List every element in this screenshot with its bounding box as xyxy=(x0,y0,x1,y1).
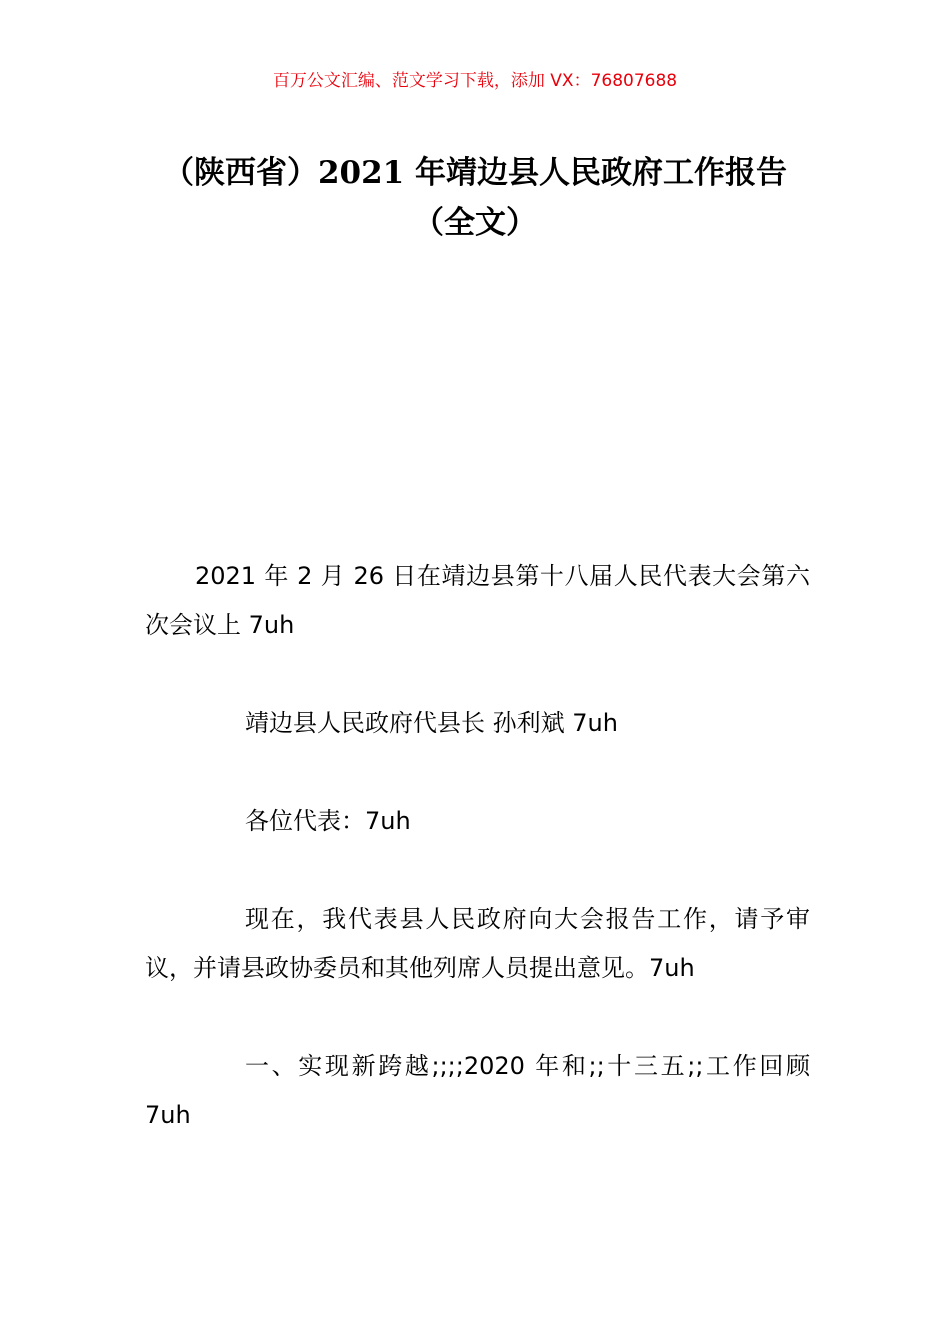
paragraph-speaker: 靖边县人民政府代县长 孙利斌 7uh xyxy=(245,709,618,737)
paragraph-salutation: 各位代表：7uh xyxy=(245,807,411,835)
header-note: 百万公文汇编、范文学习下载，添加 VX：76807688 xyxy=(272,71,678,91)
document-title: （陕西省）2021 年靖边县人民政府工作报告（全文） xyxy=(162,155,788,241)
paragraph-session-info: 2021 年 2 月 26 日在靖边县第十八届人民代表大会第六次会议上 7uh xyxy=(145,562,810,639)
paragraph-intro: 现在，我代表县人民政府向大会报告工作，请予审议，并请县政协委员和其他列席人员提出意见。7uh xyxy=(145,905,810,982)
document-body xyxy=(145,552,810,1189)
paragraph-section-heading: 一、实现新跨越;;;;2020 年和;;十三五;;工作回顾 7uh xyxy=(145,1052,810,1129)
